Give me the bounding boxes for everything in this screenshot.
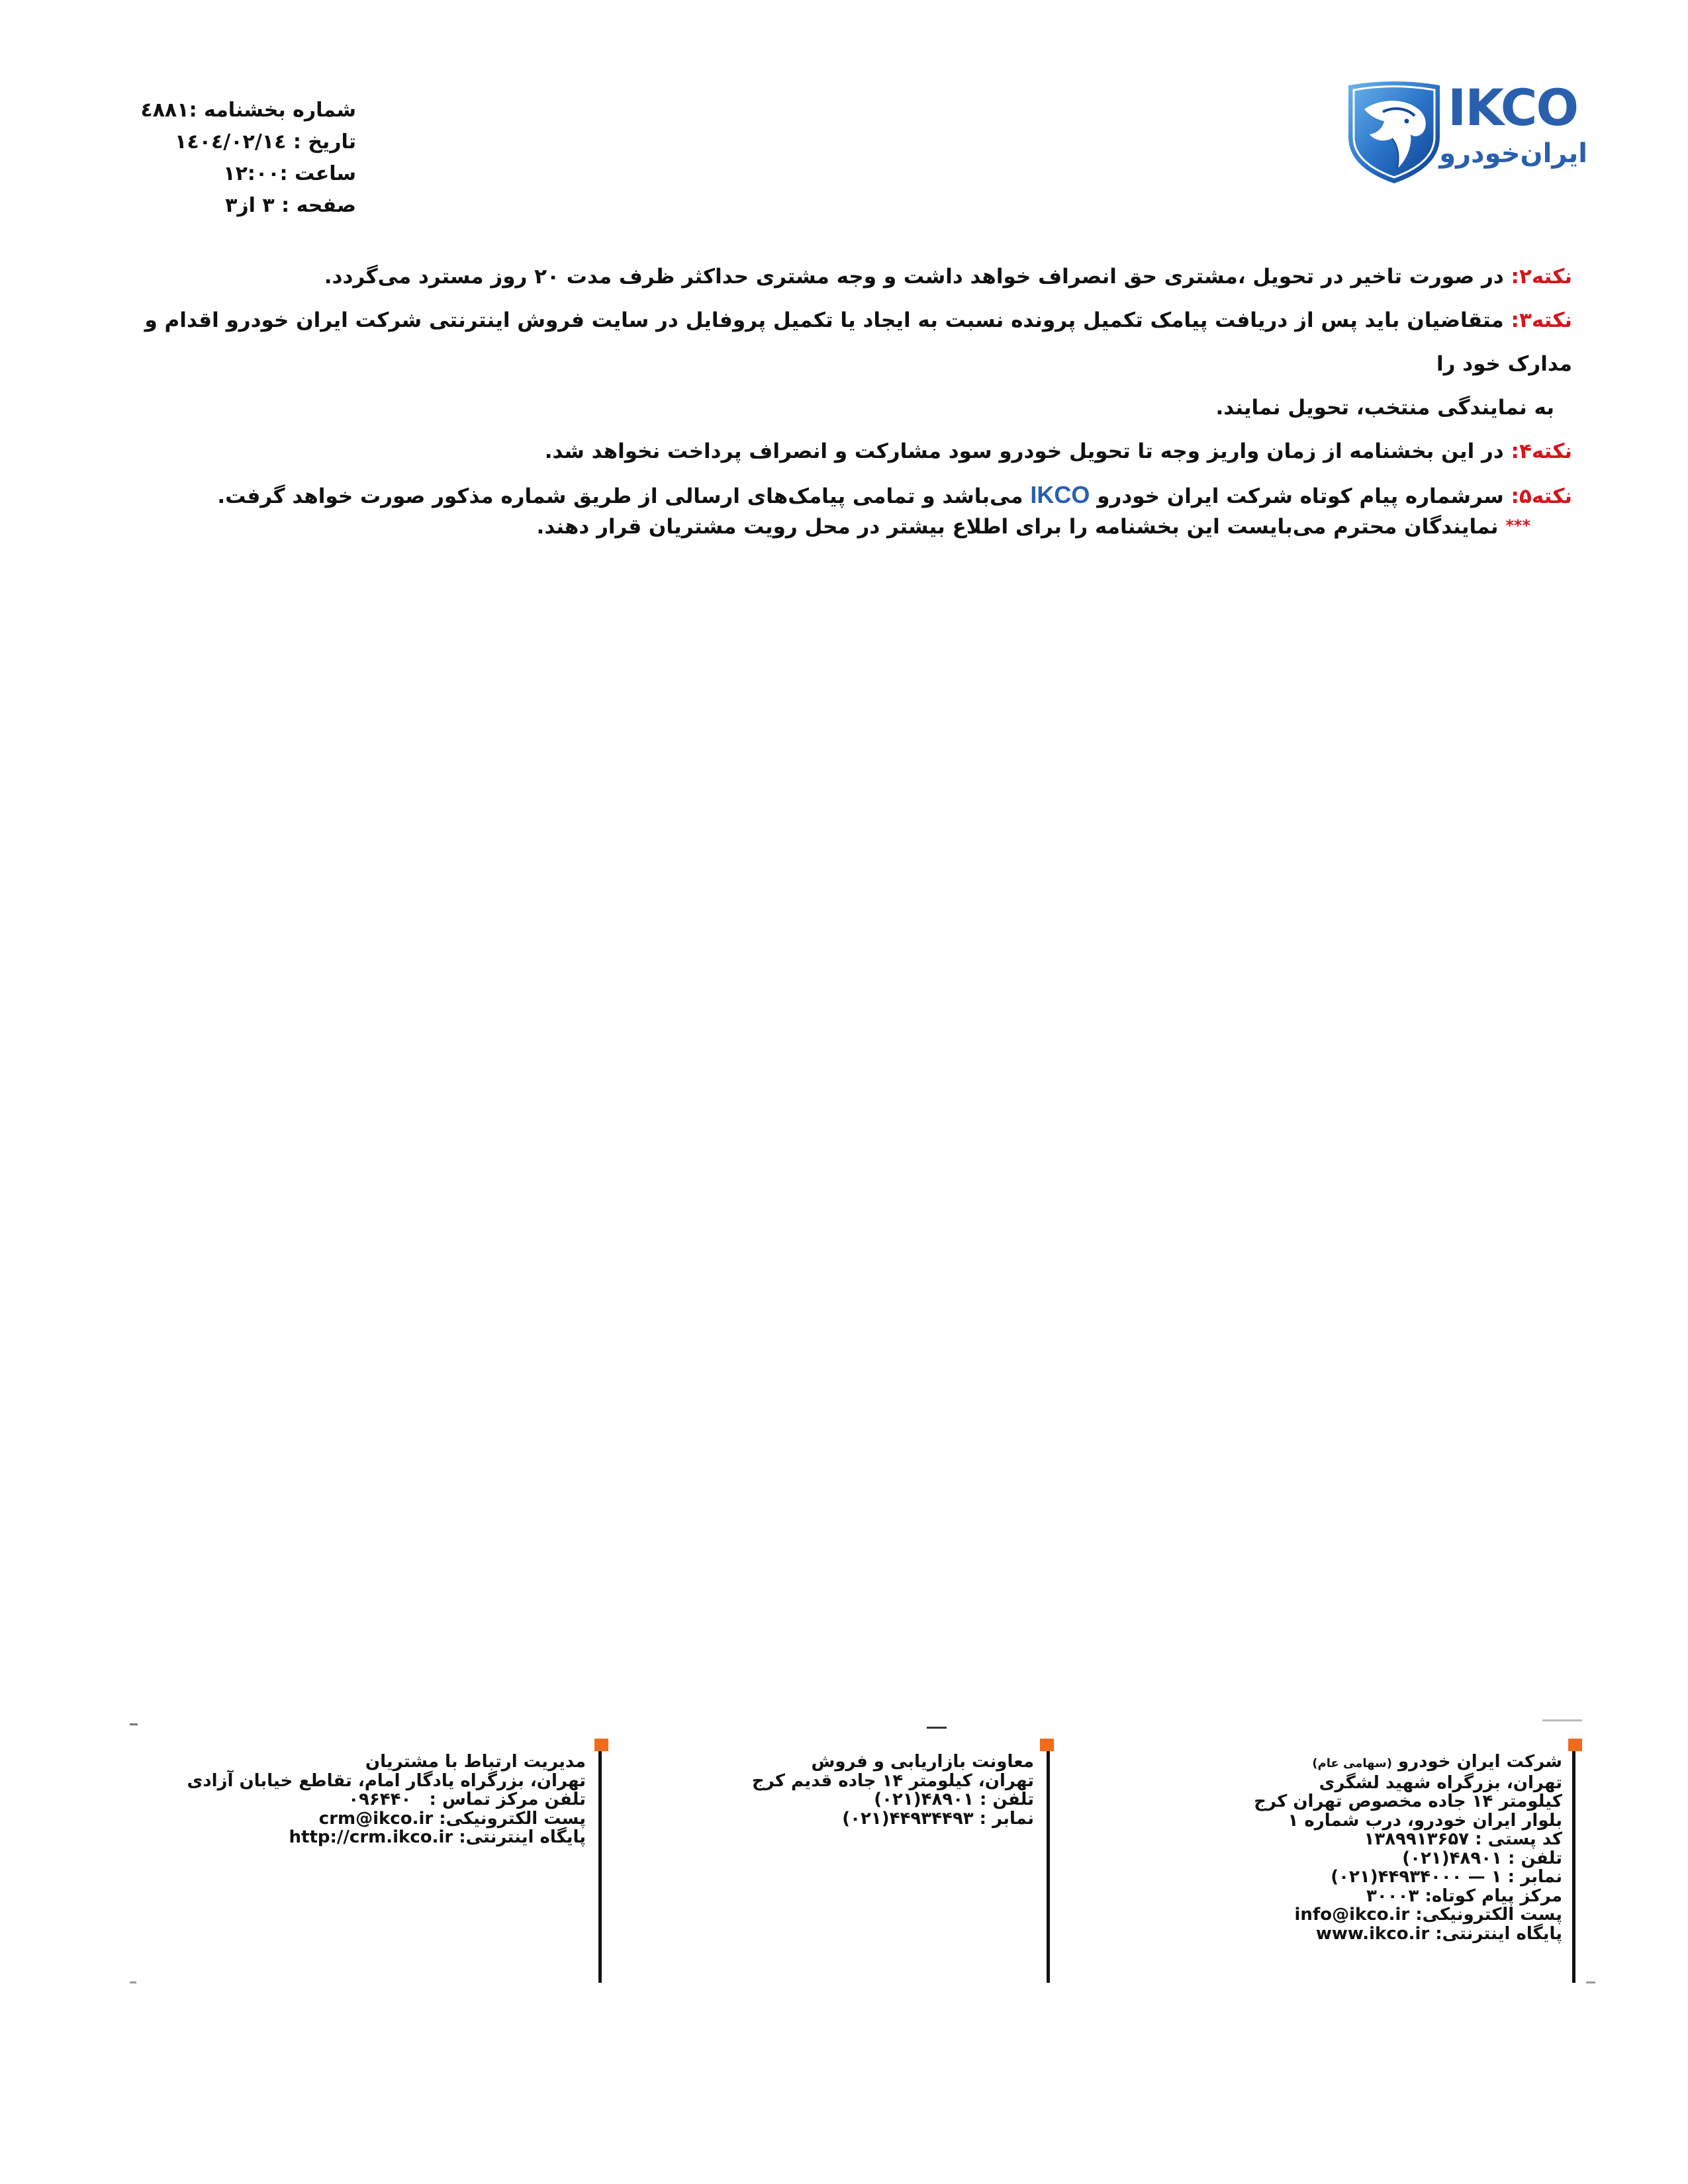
date-label: تاریخ :: [286, 130, 356, 154]
orange-square-marker: [1568, 1739, 1582, 1751]
footer-address: تهران، کیلومتر ۱۴ جاده قدیم کرج: [751, 1770, 1034, 1791]
footer-company-type: (سهامی عام): [1312, 1756, 1392, 1770]
note-4: [83, 430, 1572, 473]
footer-phone: تلفن : ۴۸۹۰۱(۰۲۱): [874, 1790, 1034, 1809]
time-line: [140, 158, 356, 190]
time-label: ساعت :: [279, 162, 356, 185]
footer-postal-code: کد پستی : ۱۳۸۹۹۱۳۶۵۷: [1364, 1829, 1562, 1849]
footer-divider-middle: [1047, 1740, 1050, 1983]
footer-divider-right: [1572, 1740, 1575, 1983]
footer-sms-center: مرکز پیام کوتاه: ۳۰۰۰۳: [1366, 1886, 1562, 1906]
footer-head-office: [1254, 1752, 1562, 1943]
scan-dash-mark: [1586, 1981, 1595, 1983]
note-3-line-2: به نمایندگی منتخب، تحویل نمایند.: [1215, 396, 1554, 420]
note-3: [83, 298, 1572, 430]
horse-shield-icon: [1344, 76, 1444, 186]
footer-address: تهران، بزرگراه یادگار امام، تقاطع خیابان آزادی: [187, 1770, 586, 1791]
circular-info: [140, 95, 356, 222]
note-text: در صورت تاخیر در تحویل ،مشتری حق انصراف خواهد داشت و وجه مشتری حداکثر ظرف مدت ۲۰ روز مسترد می‌گردد.: [324, 265, 1504, 289]
scan-dash-mark: [130, 1723, 138, 1725]
notes-list: [83, 255, 1572, 518]
footnote: [537, 504, 1530, 549]
note-text: متقاضیان باید پس از دریافت پیامک تکمیل پرونده نسبت به ایجاد یا تکمیل پروفایل در سایت فروش اینترنتی شرکت ایران خودرو اقدام و مدارک خود را: [144, 308, 1572, 376]
footer-company-line: [1254, 1752, 1562, 1774]
orange-square-marker: [1040, 1739, 1054, 1751]
footer-email: پست الکترونیکی: crm@ikco.ir: [318, 1808, 586, 1829]
footer-website: پایگاه اینترنتی: www.ikco.ir: [1315, 1923, 1562, 1944]
note-label: نکته۵:: [1511, 484, 1572, 508]
footer-call-center: تلفن مرکز تماس : ۰۹۶۴۴۰: [348, 1790, 586, 1809]
scan-dash-mark: [927, 1727, 947, 1729]
circular-number-line: [140, 95, 356, 126]
date-value: ١٤٠٤/٠٢/١٤: [175, 130, 287, 154]
footnote-text: نمایندگان محترم می‌بایست این بخشنامه را برای اطلاع بیشتر در محل رویت مشتریان قرار دهند.: [536, 515, 1499, 539]
footer-marketing-sales: [752, 1752, 1034, 1828]
note-label: نکته۳:: [1511, 308, 1572, 332]
orange-square-marker: [594, 1739, 608, 1751]
scan-dash-mark: [130, 1981, 136, 1983]
footnote-marker: ***: [1505, 516, 1530, 535]
sms-sender-id: IKCO: [1030, 481, 1090, 508]
footer-address-3: بلوار ایران خودرو، درب شماره ۱: [1288, 1810, 1562, 1831]
page-value: ٣ از٣: [225, 194, 275, 217]
note-text-after: می‌باشد و تمامی پیامک‌های ارسالی از طریق شماره مذکور صورت خواهد گرفت.: [217, 484, 1023, 508]
note-2: [83, 255, 1572, 298]
scan-dash-mark: [1542, 1719, 1582, 1721]
footer-email: پست الکترونیکی: info@ikco.ir: [1294, 1905, 1562, 1925]
note-label: نکته۴:: [1511, 439, 1572, 463]
footer-address-1: تهران، بزرگراه شهید لشگری: [1319, 1772, 1562, 1793]
page-line: [140, 190, 356, 222]
circular-number-label: شماره بخشنامه :: [189, 99, 356, 122]
footer-customer-relations: [187, 1752, 586, 1847]
note-text: در این بخشنامه از زمان واریز وجه تا تحویل خودرو سود مشارکت و انصراف پرداخت نخواهد شد.: [544, 439, 1504, 463]
logo-wordmark-en: IKCO: [1448, 78, 1578, 137]
footer-phone: تلفن : ۴۸۹۰۱(۰۲۱): [1402, 1848, 1562, 1868]
footer-company-name: شرکت ایران خودرو: [1398, 1752, 1562, 1772]
circular-number-value: ٤٨٨١: [140, 99, 189, 122]
logo-wordmark-fa: ایران‌خودرو: [1439, 138, 1587, 169]
footer-divider-left: [598, 1740, 602, 1983]
footer-fax: نمابر : ۴۴۹۳۴۴۹۳(۰۲۱): [842, 1808, 1034, 1829]
note-3-line-1: [83, 298, 1572, 386]
note-label: نکته۲:: [1511, 265, 1572, 289]
note-text-before: سرشماره پیام کوتاه شرکت ایران خودرو: [1097, 484, 1504, 508]
footer-address-2: کیلومتر ۱۴ جاده مخصوص تهران کرج: [1254, 1792, 1562, 1811]
date-line: [140, 126, 356, 158]
footer-website: پایگاه اینترنتی: http://crm.ikco.ir: [289, 1827, 586, 1847]
footer-title: معاونت بازاریابی و فروش: [811, 1752, 1034, 1772]
time-value: ١٢:٠٠: [223, 162, 280, 185]
page-label: صفحه :: [274, 194, 356, 217]
footer-fax: نمابر : ۱ — ۴۴۹۳۴۰۰۰(۰۲۱): [1331, 1867, 1562, 1887]
footer-title: مدیریت ارتباط با مشتریان: [365, 1752, 586, 1772]
